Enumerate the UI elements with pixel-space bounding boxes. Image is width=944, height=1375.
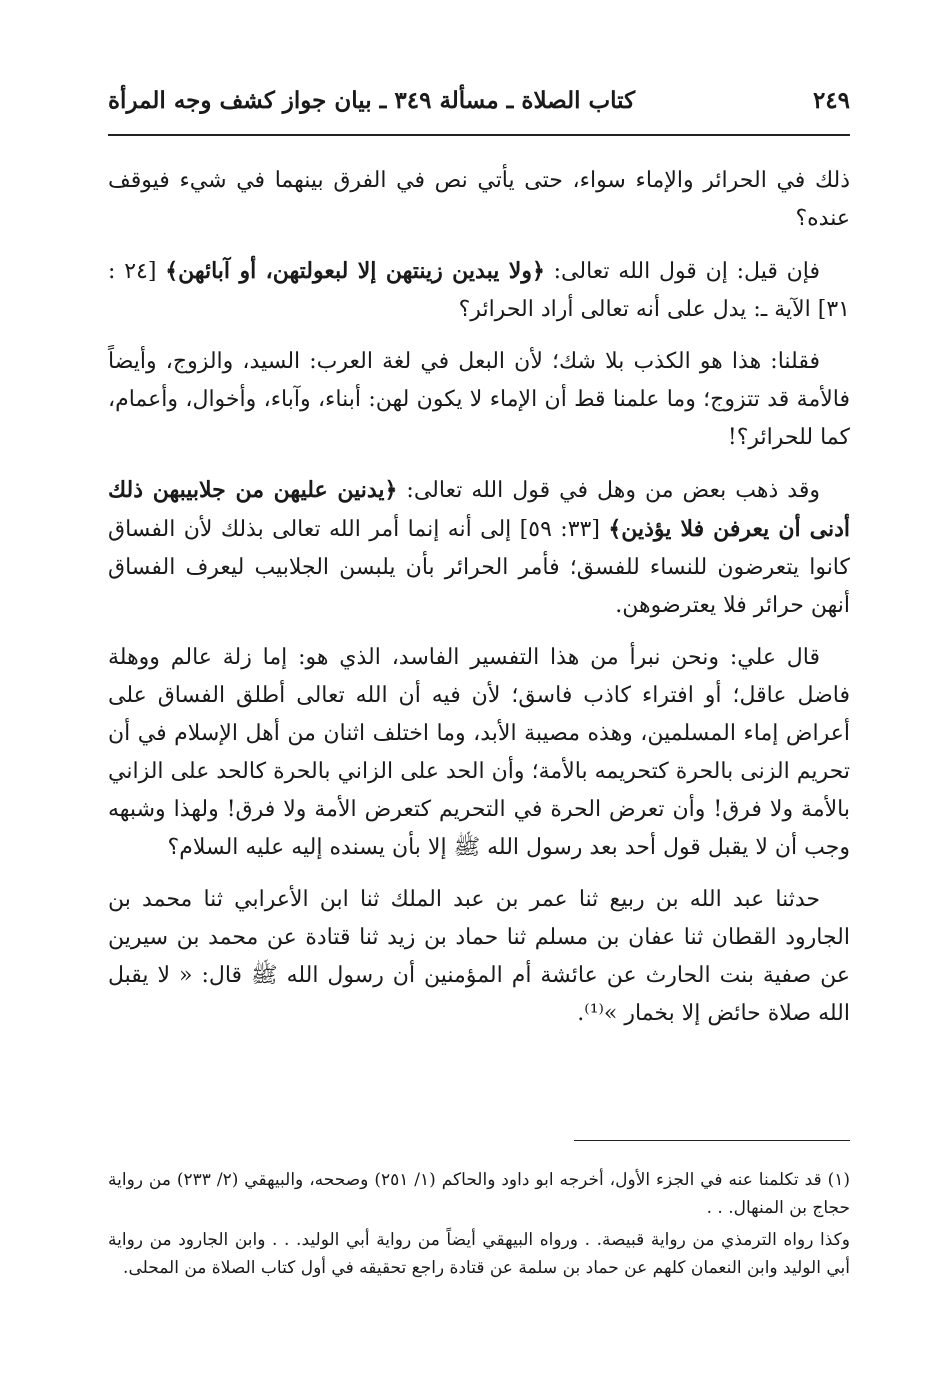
footnote-1-continued: وكذا رواه الترمذي من رواية قبيصة. . ورواه البيهقي أيضاً من رواية أبي الوليد. . . وابن الجارود من رواية أبي الوليد وابن النعمان كلهم عن حماد بن سلمة عن قتادة راجع تحقيقه في أول كتاب الصلاة من المحلى. xyxy=(108,1230,850,1278)
footnotes xyxy=(108,1166,850,1282)
quran-verse-2: ﴿يدنين عليهن من جلابيبهن ذلك أدنى أن يعرفن فلا يؤذين﴾ xyxy=(108,477,851,542)
paragraph-1: ذلك في الحرائر والإماء سواء، حتى يأتي نص في الفرق بينهما في شيء فيوقف عنده؟ xyxy=(108,168,850,231)
page-number: ٢٤٩ xyxy=(812,86,850,114)
footnote-1: (١) قد تكلمنا عنه في الجزء الأول، أخرجه ابو داود والحاكم (١/ ٢٥١) وصححه، والبيهقي (٢/ ٢٣٣) من رواية حجاج بن المنهال. . . xyxy=(108,1170,850,1218)
main-text xyxy=(108,162,850,1047)
paragraph-5: قال علي: ونحن نبرأ من هذا التفسير الفاسد، الذي هو: إما زلة عالم ووهلة فاضل عاقل؛ أو افتراء كاذب فاسق؛ لأن فيه أن الله تعالى أطلق الفساق على أعراض إماء المسلمين، وهذه مصيبة الأبد، وما اختلف اثنان من أهل الإسلام في أن تحريم الزنى بالحرة كتحريمه بالأمة؛ وأن الحد على الزاني بالحرة كالحد على الزاني بالأمة ولا فرق! وأن تعرض الحرة في التحريم كتعرض الأمة ولا فرق! ولهذا وشبهه وجب أن لا يقبل قول أحد بعد رسول الله ﷺ إلا بأن يسنده إليه عليه السلام؟ xyxy=(108,645,850,860)
paragraph-2-rest: [٢٤ : ٣١] الآية ـ: يدل على أنه تعالى أراد الحرائر؟ xyxy=(108,259,850,322)
paragraph-3: فقلنا: هذا هو الكذب بلا شك؛ لأن البعل في لغة العرب: السيد، والزوج، وأيضاً فالأمة قد تتزوج؛ وما علمنا قط أن الإماء لا يكون لهن: أبناء، وآباء، وأخوال، وأعمام، كما للحرائر؟! xyxy=(108,349,850,450)
paragraph-2-intro: فإن قيل: إن قول الله تعالى: xyxy=(544,259,821,284)
paragraph-6: حدثنا عبد الله بن ربيع ثنا عمر بن عبد الملك ثنا ابن الأعرابي ثنا محمد بن الجارود القطان ثنا عفان بن مسلم ثنا حماد بن زيد ثنا قتادة عن محمد بن سيرين عن صفية بنت الحارث عن عائشة أم المؤمنين أن رسول الله ﷺ قال: « لا يقبل الله صلاة حائض إلا بخمار »⁽¹⁾. xyxy=(108,887,850,1026)
page-header xyxy=(108,78,850,122)
quran-verse-1: ﴿ولا يبدين زينتهن إلا لبعولتهن، أو آبائهن﴾ xyxy=(165,258,545,284)
running-title: كتاب الصلاة ـ مسألة ٣٤٩ ـ بيان جواز كشف وجه المرأة xyxy=(108,86,636,114)
footnote-rule xyxy=(574,1140,850,1141)
header-rule xyxy=(108,134,850,136)
paragraph-4 xyxy=(108,471,850,625)
paragraph-4-rest: [٣٣: ٥٩] إلى أنه إنما أمر الله تعالى بذلك لأن الفساق كانوا يتعرضون للنساء للفسق؛ فأمر الحرائر بأن يلبسن الجلابيب ليعرف الفساق أنهن حرائر فلا يعترضوهن. xyxy=(108,517,850,618)
paragraph-2 xyxy=(108,252,850,329)
paragraph-4-intro: وقد ذهب بعض من وهل في قول الله تعالى: xyxy=(397,478,820,503)
